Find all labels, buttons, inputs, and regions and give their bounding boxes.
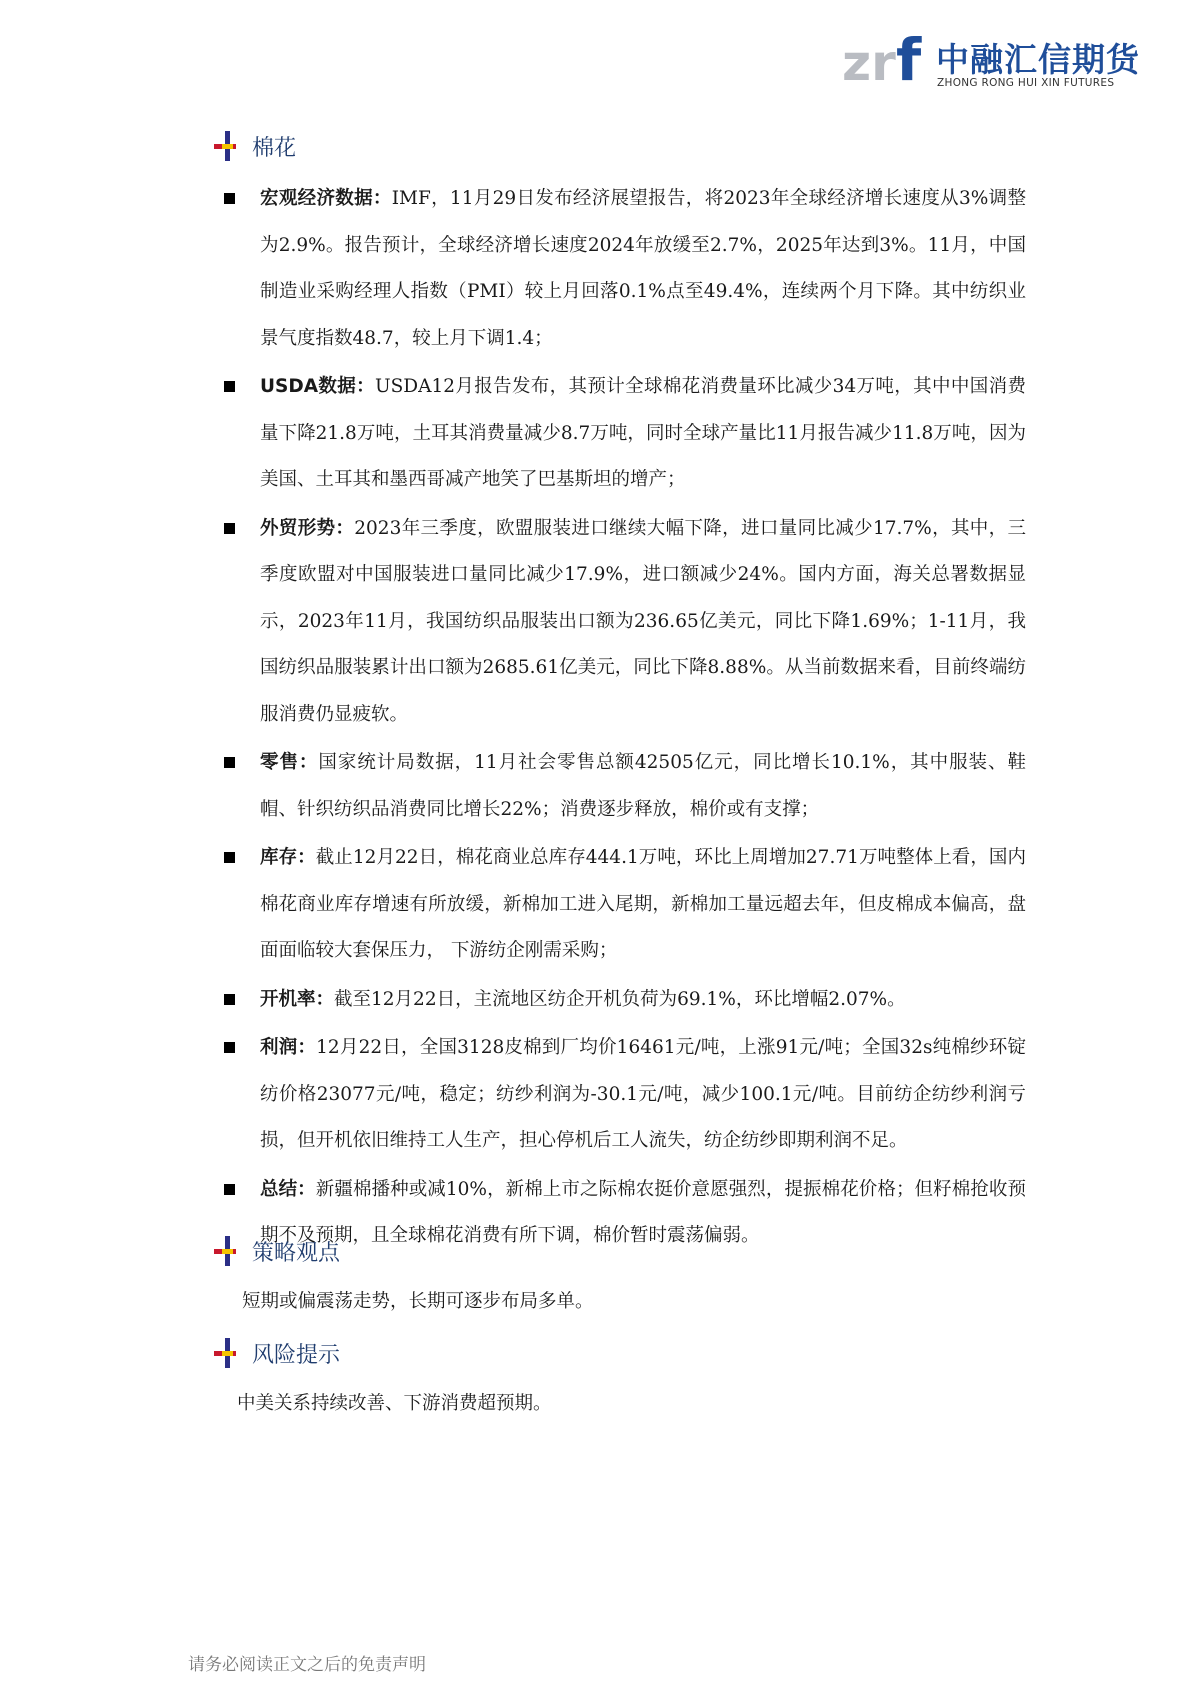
footer-disclaimer: 请务必阅读正文之后的免责声明 <box>188 1655 426 1675</box>
bullet-label: 总结： <box>260 1178 316 1200</box>
section-title: 策略观点 <box>252 1240 341 1266</box>
logo-company-name-en: ZHONG RONG HUI XIN FUTURES <box>937 77 1115 89</box>
strategy-text: 短期或偏震荡走势，长期可逐步布局多单。 <box>242 1291 594 1312</box>
bullet-item-operating-rate <box>216 977 1026 1024</box>
section-title: 棉花 <box>252 135 297 161</box>
bullet-text: 截至12月22日，主流地区纺企开机负荷为69.1%，环比增幅2.07%。 <box>334 988 906 1010</box>
zrf-logo-mark <box>842 26 932 86</box>
bullet-text: 截止12月22日，棉花商业总库存444.1万吨，环比上周增加27.71万吨整体上看，国内棉花商业库存增速有所放缓，新棉加工进入尾期，新棉加工量远超去年，但皮棉成本偏高，盘面面临较大套保压力， 下游纺企刚需采购； <box>260 847 1026 961</box>
cross-bullet-icon <box>214 131 244 161</box>
bullet-label: 开机率： <box>260 988 335 1010</box>
bullet-item-macro <box>216 176 1026 362</box>
section-heading-cotton <box>214 128 296 164</box>
logo-mark-zr: zr <box>842 34 896 86</box>
company-logo <box>842 26 1140 92</box>
bullet-text: 2023年三季度，欧盟服装进口继续大幅下降，进口量同比减少17.7%，其中，三季度欧盟对中国服装进口量同比减少17.9%，进口额减少24%。国内方面，海关总署数据显示，2023年11月，我国纺织品服装出口额为236.65亿美元，同比下降1.69%；1-11月，我国纺织品服装累计出口额为2685.61亿美元，同比下降8.88%。从当前数据来看，目前终端纺服消费仍显疲软。 <box>260 517 1026 725</box>
bullet-label: 库存： <box>260 847 316 868</box>
bullet-item-usda <box>216 364 1026 504</box>
bullet-text: 国家统计局数据，11月社会零售总额42505亿元，同比增长10.1%，其中服装、鞋帽、针织纺织品消费同比增长22%；消费逐步释放，棉价或有支撑； <box>260 752 1026 820</box>
bullet-text: 新疆棉播种或减10%，新棉上市之际棉农挺价意愿强烈，提振棉花价格；但籽棉抢收预期不及预期，且全球棉花消费有所下调，棉价暂时震荡偏弱。 <box>260 1178 1026 1246</box>
bullet-item-trade <box>216 506 1026 739</box>
bullet-item-retail <box>216 740 1026 833</box>
section-heading-risk <box>214 1335 340 1371</box>
bullet-label: 零售： <box>260 752 319 773</box>
logo-mark-f: f <box>896 26 922 86</box>
cross-bullet-icon <box>214 1338 244 1368</box>
square-bullet-icon <box>224 994 235 1005</box>
bullet-label: 外贸形势： <box>260 517 355 539</box>
bullet-item-inventory <box>216 835 1026 975</box>
bullet-text: IMF，11月29日发布经济展望报告，将2023年全球经济增长速度从3%调整为2.9%。报告预计，全球经济增长速度2024年放缓至2.7%，2025年达到3%。11月，中国制造业采购经理人指数（PMI）较上月回落0.1%点至49.4%，连续两个月下降。其中纺织业景气度指数48.7，较上月下调1.4； <box>260 188 1026 349</box>
risk-text: 中美关系持续改善、下游消费超预期。 <box>237 1393 552 1414</box>
bullet-label: 利润： <box>260 1037 317 1058</box>
logo-company-name-cn: 中融汇信期货 <box>936 40 1140 79</box>
square-bullet-icon <box>224 523 235 534</box>
square-bullet-icon <box>224 852 235 863</box>
section-title: 风险提示 <box>252 1342 341 1368</box>
bullet-text: USDA12月报告发布，其预计全球棉花消费量环比减少34万吨，其中中国消费量下降21.8万吨，土耳其消费量减少8.7万吨，同时全球产量比11月报告减少11.8万吨，因为美国、土耳其和墨西哥减产地笑了巴基斯坦的增产； <box>260 376 1026 490</box>
square-bullet-icon <box>224 193 235 204</box>
square-bullet-icon <box>224 381 235 392</box>
bullet-label: 宏观经济数据： <box>260 188 392 209</box>
square-bullet-icon <box>224 1184 235 1195</box>
cross-bullet-icon <box>214 1236 244 1266</box>
bullet-text: 12月22日，全国3128皮棉到厂均价16461元/吨，上涨91元/吨；全国32s纯棉纱环锭纺价格23077元/吨，稳定；纺纱利润为-30.1元/吨，减少100.1元/吨。目前纺企纺纱利润亏损，但开机依旧维持工人生产，担心停机后工人流失，纺企纺纱即期利润不足。 <box>260 1037 1026 1151</box>
section-heading-strategy <box>214 1233 340 1269</box>
square-bullet-icon <box>224 1042 235 1053</box>
bullet-item-profit <box>216 1025 1026 1165</box>
bullet-label: USDA数据： <box>260 376 375 397</box>
cotton-bullet-list <box>216 176 1026 1262</box>
square-bullet-icon <box>224 757 235 768</box>
